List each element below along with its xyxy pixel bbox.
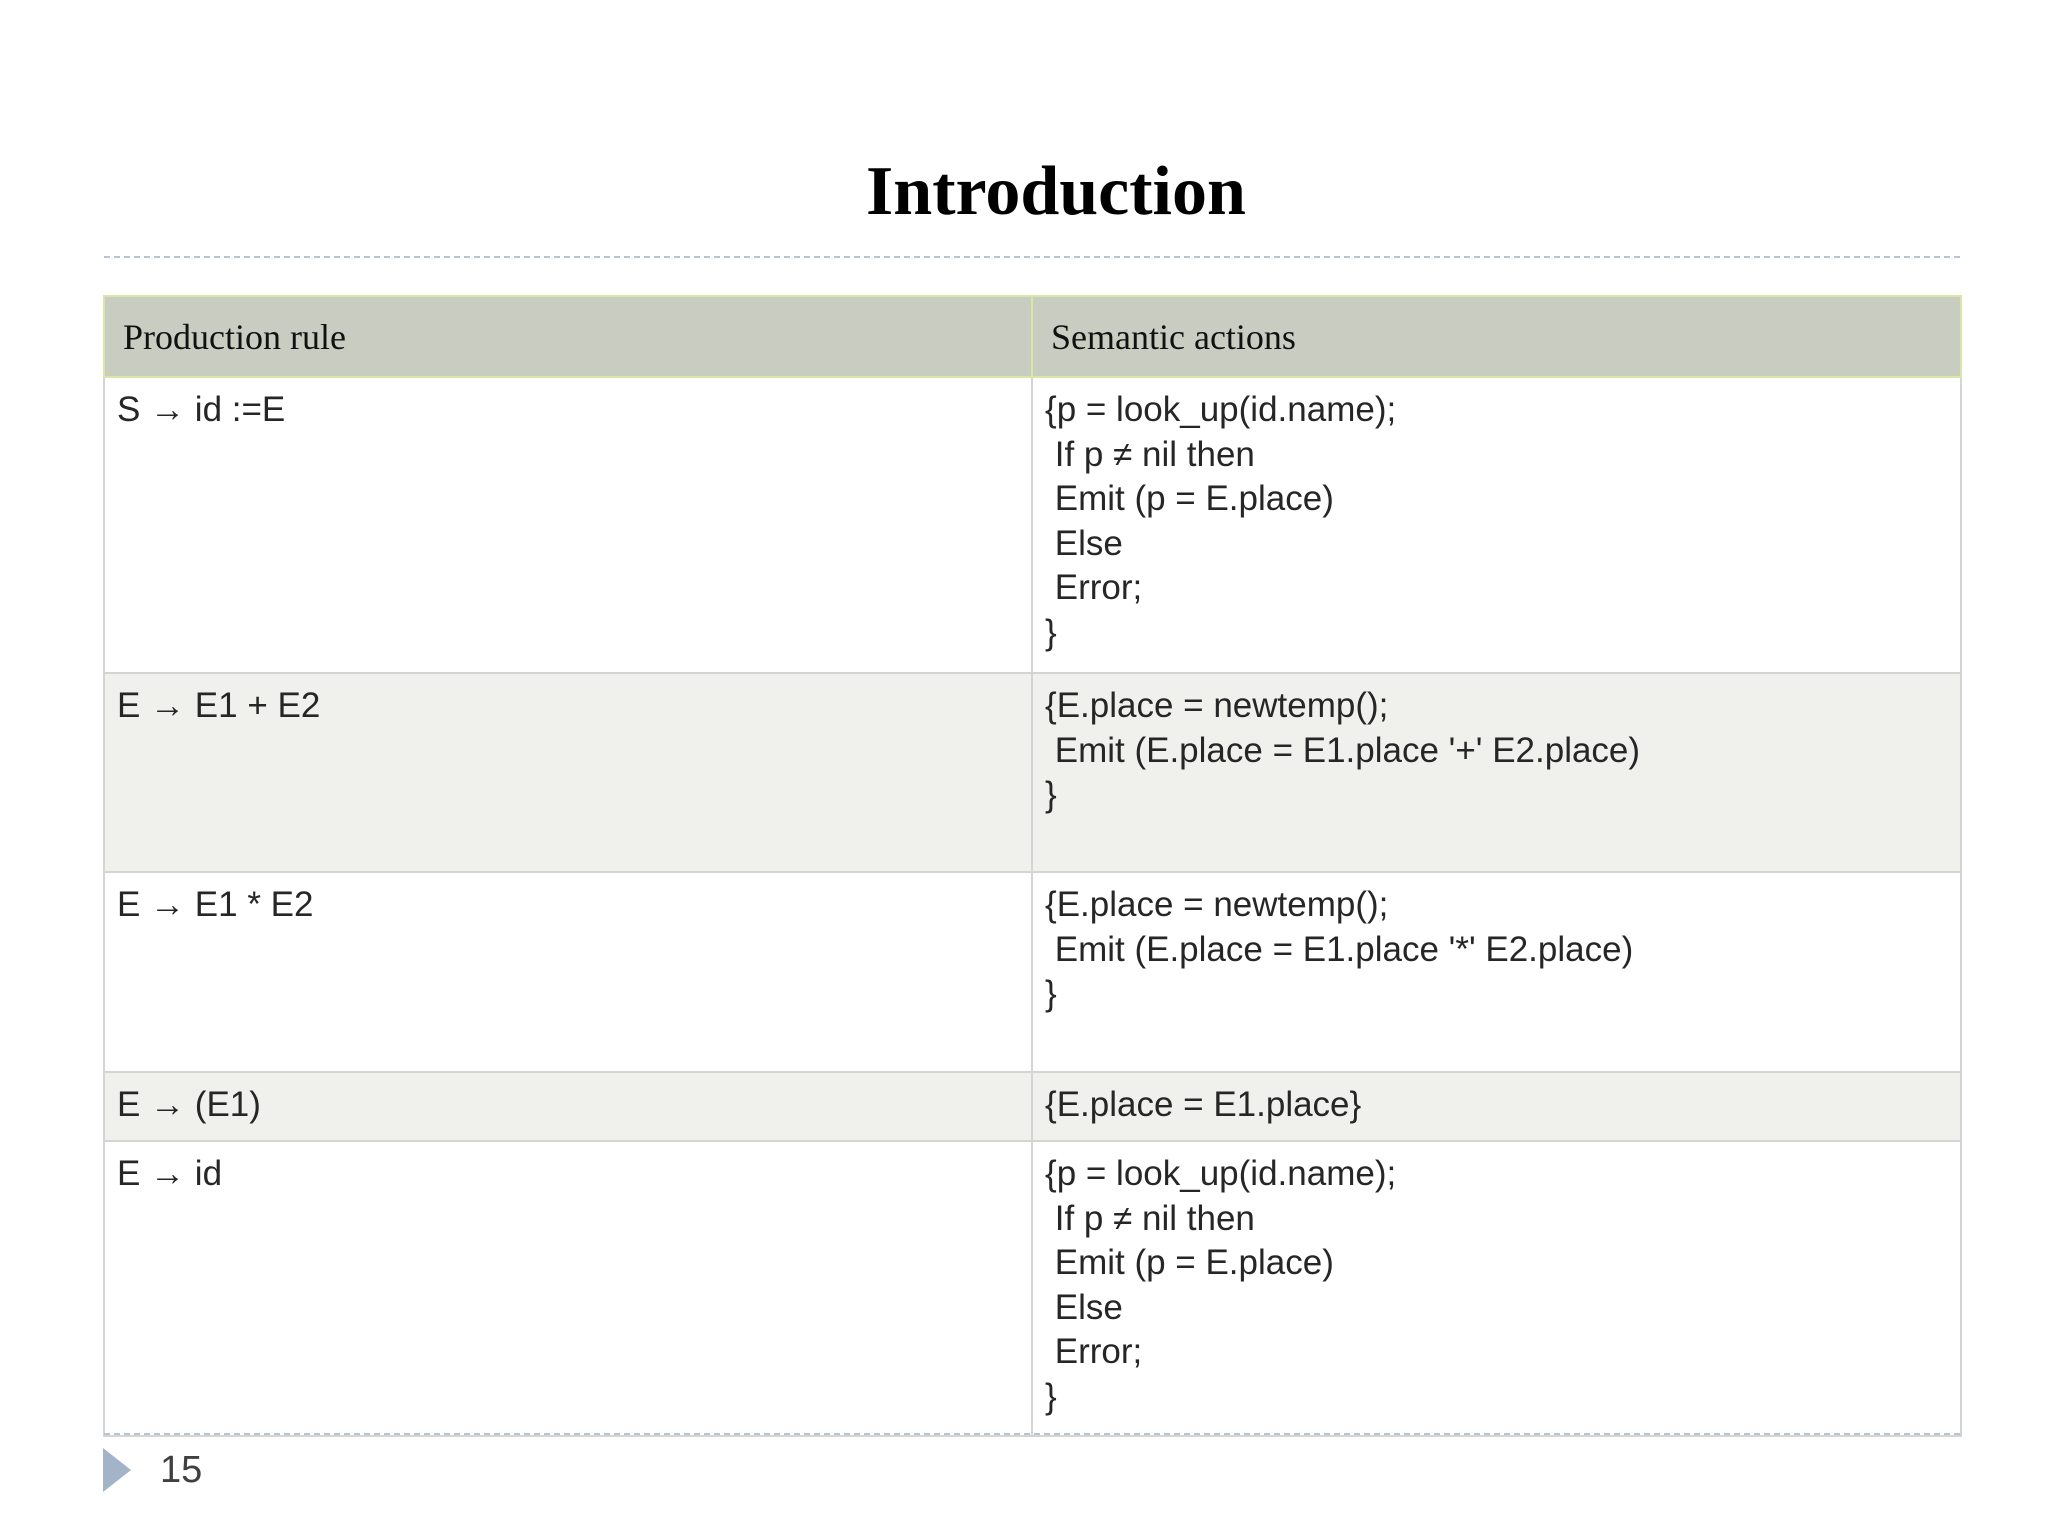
top-divider bbox=[104, 256, 1960, 258]
table-header-row bbox=[104, 296, 1961, 377]
semantic-action-cell: {p = look_up(id.name); If p ≠ nil then Emit (p = E.place) Else Error; } bbox=[1032, 1141, 1961, 1436]
header-production-rule: Production rule bbox=[104, 296, 1032, 377]
bottom-divider bbox=[104, 1433, 1960, 1435]
table-row bbox=[104, 377, 1961, 673]
production-rule-cell: S → id :=E bbox=[104, 377, 1032, 673]
production-rule-cell: E → (E1) bbox=[104, 1072, 1032, 1141]
semantic-action-cell: {p = look_up(id.name); If p ≠ nil then Emit (p = E.place) Else Error; } bbox=[1032, 377, 1961, 673]
semantic-action-cell: {E.place = newtemp(); Emit (E.place = E1.place '+' E2.place) } bbox=[1032, 673, 1961, 872]
slide-title: Introduction bbox=[866, 153, 1246, 230]
semantic-action-cell: {E.place = newtemp(); Emit (E.place = E1.place '*' E2.place) } bbox=[1032, 872, 1961, 1072]
page-number: 15 bbox=[160, 1449, 203, 1491]
header-semantic-actions: Semantic actions bbox=[1032, 296, 1961, 377]
table-row bbox=[104, 872, 1961, 1072]
production-rule-cell: E → id bbox=[104, 1141, 1032, 1436]
triangle-right-icon bbox=[103, 1448, 131, 1492]
production-rule-cell: E → E1 + E2 bbox=[104, 673, 1032, 872]
semantic-action-cell: {E.place = E1.place} bbox=[1032, 1072, 1961, 1141]
semantic-actions-table bbox=[103, 295, 1962, 1437]
table-row bbox=[104, 673, 1961, 872]
production-rule-cell: E → E1 * E2 bbox=[104, 872, 1032, 1072]
table-row bbox=[104, 1141, 1961, 1436]
table-row bbox=[104, 1072, 1961, 1141]
